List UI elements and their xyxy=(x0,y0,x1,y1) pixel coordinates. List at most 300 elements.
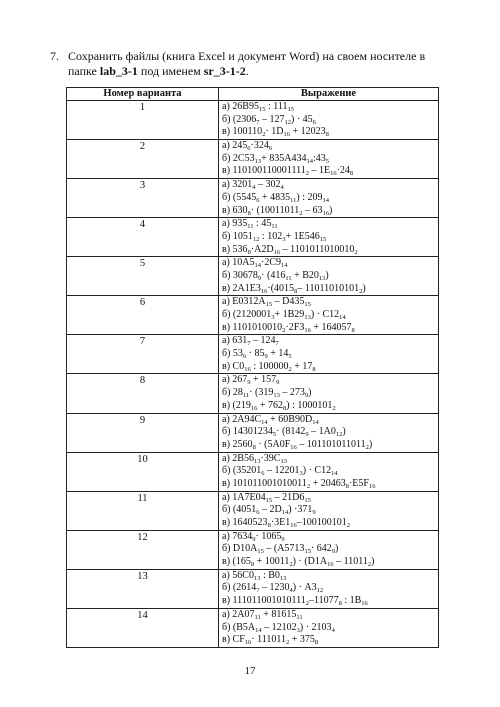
number-base-subscript: 8 xyxy=(252,443,256,451)
expression-text: ·E5F xyxy=(348,477,369,489)
number-base-subscript: 7 xyxy=(275,340,279,348)
expression-line xyxy=(222,582,438,595)
number-base-subscript: 3 xyxy=(282,235,286,243)
number-base-subscript: 11 xyxy=(254,613,261,621)
number-base-subscript: 16 xyxy=(244,365,251,373)
number-base-subscript: 15 xyxy=(258,106,266,113)
expression-text: в) 100110 xyxy=(222,126,263,138)
number-base-subscript: 11 xyxy=(247,223,254,231)
number-base-subscript: 16 xyxy=(250,404,258,412)
number-base-subscript: 8 xyxy=(247,209,251,217)
expression-text: а) 631 xyxy=(222,335,248,347)
number-base-subscript: 16 xyxy=(368,482,376,490)
expression-text: – 302 xyxy=(255,179,281,191)
number-base-subscript: 14 xyxy=(254,262,261,270)
table-row xyxy=(67,140,439,179)
expression-text: · 111011 xyxy=(251,634,287,646)
number-base-subscript: 3 xyxy=(296,626,300,634)
expression-text: ·2C9 xyxy=(261,257,281,269)
expression-cell xyxy=(219,569,439,608)
table-row xyxy=(67,296,439,335)
task-number: 7. xyxy=(50,49,59,63)
number-base-subscript: 14 xyxy=(306,157,313,165)
number-base-subscript: 9 xyxy=(247,379,251,387)
table-row xyxy=(67,491,439,530)
number-base-subscript: 16 xyxy=(327,561,334,569)
number-base-subscript: 15 xyxy=(287,106,294,113)
expression-text: ) xyxy=(342,426,346,438)
expression-line xyxy=(222,543,438,556)
table-row xyxy=(67,218,439,257)
expression-line xyxy=(222,218,438,231)
expression-text: – 1230 xyxy=(259,582,290,594)
number-base-subscript: 14 xyxy=(339,314,346,321)
number-base-subscript: 15 xyxy=(257,548,264,556)
variant-number-cell: 5 xyxy=(67,257,219,296)
number-base-subscript: 9 xyxy=(305,431,309,439)
expression-text: – 21D6 xyxy=(272,491,305,503)
number-base-subscript: 2 xyxy=(288,365,292,373)
number-base-subscript: 8 xyxy=(247,248,251,256)
number-base-subscript: 13 xyxy=(280,457,287,465)
expression-line xyxy=(222,179,438,192)
expression-text: а) 3201 xyxy=(222,179,253,191)
expression-line xyxy=(222,387,438,400)
number-base-subscript: 5 xyxy=(272,431,277,439)
variant-number-cell: 6 xyxy=(67,296,219,335)
expression-text: ) : 209 xyxy=(296,191,323,203)
expression-text: + 1E546 xyxy=(285,230,320,242)
expression-line xyxy=(222,257,438,270)
expression-line xyxy=(222,634,438,647)
table-row xyxy=(67,530,439,569)
expression-line xyxy=(222,101,438,114)
expression-text: а) 267 xyxy=(222,374,248,386)
expression-text: б) 2C53 xyxy=(222,152,255,164)
expression-text: ) · (D1A xyxy=(292,556,328,568)
expression-line xyxy=(222,244,438,257)
expression-line xyxy=(222,296,438,309)
expression-line xyxy=(222,400,438,413)
number-base-subscript: 16 xyxy=(322,209,329,217)
expression-text: :43 xyxy=(312,152,326,164)
expression-line xyxy=(222,426,438,439)
number-base-subscript: 6 xyxy=(312,118,316,126)
expression-text: : 100000 xyxy=(250,360,289,372)
expression-cell xyxy=(219,140,439,179)
expression-text: б) (4051 xyxy=(222,504,257,516)
variant-number-cell: 9 xyxy=(67,413,219,452)
number-base-subscript: 2 xyxy=(346,522,351,529)
table-row xyxy=(67,374,439,413)
expression-line xyxy=(222,556,438,569)
expression-line xyxy=(222,231,438,244)
expression-line xyxy=(222,165,438,178)
number-base-subscript: 8 xyxy=(338,600,342,608)
number-base-subscript: 3 xyxy=(271,314,275,321)
expression-text: а) 245 xyxy=(222,140,248,152)
expression-text: б) (2306 xyxy=(222,113,257,125)
number-base-subscript: 2 xyxy=(282,326,286,334)
expression-text: –100100101 xyxy=(296,517,347,528)
expression-text: · 1065 xyxy=(255,530,282,542)
number-base-subscript: 12 xyxy=(284,118,291,126)
expression-line xyxy=(222,531,438,544)
expression-line xyxy=(222,622,438,635)
variants-table xyxy=(66,87,439,648)
table-row xyxy=(67,413,439,452)
expression-text: ) · 45 xyxy=(291,113,313,125)
expression-text: б) 53 xyxy=(222,348,243,360)
number-base-subscript: 16 xyxy=(244,639,252,647)
expression-line xyxy=(222,570,438,583)
expression-text: в) CF xyxy=(222,634,245,646)
expression-text: а) 2A94C xyxy=(222,413,262,425)
number-base-subscript: 16 xyxy=(290,522,297,529)
expression-text: а) 26B95 xyxy=(222,101,259,112)
expression-text: : B0 xyxy=(260,569,280,581)
file-name: sr_3-1-2 xyxy=(203,64,246,78)
number-base-subscript: 13 xyxy=(253,457,261,465)
expression-text: а) 56C0 xyxy=(222,569,254,581)
expression-text: в) 2560 xyxy=(222,438,253,450)
expression-text: · 1D xyxy=(265,126,284,138)
number-base-subscript: 16 xyxy=(304,326,311,334)
expression-line xyxy=(222,114,438,127)
number-base-subscript: 2 xyxy=(299,209,303,217)
expression-text: ) xyxy=(368,438,373,450)
expression-cell xyxy=(219,335,439,374)
expression-text: ·A2D xyxy=(250,243,274,255)
expression-line xyxy=(222,192,438,205)
expression-text: ) xyxy=(308,387,312,399)
expression-text: – 273 xyxy=(279,387,305,399)
expression-line xyxy=(222,140,438,153)
expression-text: б) 30678 xyxy=(222,269,258,281)
expression-text: а) 1A7E04 xyxy=(222,491,266,503)
expression-cell xyxy=(219,452,439,491)
number-base-subscript: 2 xyxy=(289,561,293,569)
expression-text: в) 2A1E3 xyxy=(222,282,261,294)
number-base-subscript: 4 xyxy=(289,587,293,595)
number-base-subscript: 9 xyxy=(252,535,256,543)
expression-text: – 1101011010010 xyxy=(280,243,355,255)
expression-text: ·39C xyxy=(260,452,281,464)
number-base-subscript: 9 xyxy=(304,392,309,400)
number-base-subscript: 15 xyxy=(304,496,311,504)
expression-text: – 12201 xyxy=(264,465,300,477)
expression-text: ) · A3 xyxy=(292,582,317,594)
number-base-subscript: 11 xyxy=(296,613,303,621)
expression-text: + 17 xyxy=(291,360,313,372)
number-base-subscript: 7 xyxy=(247,340,251,348)
number-base-subscript: 8 xyxy=(351,326,355,334)
number-base-subscript: 2 xyxy=(305,600,309,608)
number-base-subscript: 9 xyxy=(312,509,316,517)
number-base-subscript: 8 xyxy=(294,287,298,295)
expression-line xyxy=(222,465,438,478)
variant-number-cell: 1 xyxy=(67,101,219,140)
expression-text: в) 1640523 xyxy=(222,517,268,528)
task-text xyxy=(68,49,450,79)
number-base-subscript: 2 xyxy=(286,639,290,647)
expression-text: ·24 xyxy=(336,165,350,177)
expression-text: б) 28 xyxy=(222,387,243,399)
number-base-subscript: 2 xyxy=(367,561,372,569)
number-base-subscript: 9 xyxy=(331,548,336,556)
expression-line xyxy=(222,309,438,322)
expression-text: а) 7634 xyxy=(222,530,253,542)
number-base-subscript: 12 xyxy=(252,235,260,243)
expression-cell xyxy=(219,257,439,296)
number-base-subscript: 2 xyxy=(262,131,266,139)
expression-text: б) (2614 xyxy=(222,582,257,594)
expression-cell xyxy=(219,296,439,335)
number-base-subscript: 8 xyxy=(267,522,271,529)
expression-line xyxy=(222,322,438,335)
expression-cell xyxy=(219,374,439,413)
number-base-subscript: 5 xyxy=(288,353,292,361)
expression-text: – D435 xyxy=(272,296,305,308)
table-body xyxy=(67,101,439,648)
number-base-subscript: 6 xyxy=(247,145,251,153)
expression-line xyxy=(222,348,438,361)
number-base-subscript: 14 xyxy=(255,626,262,634)
expression-text: ) · C12 xyxy=(302,465,332,477)
expression-line xyxy=(222,595,438,608)
expression-text: – 2D xyxy=(259,504,282,516)
expression-text: · 85 xyxy=(246,348,265,360)
expression-text: + 20463 xyxy=(310,477,346,489)
expression-text: б) (B5A xyxy=(222,621,256,633)
number-base-subscript: 15 xyxy=(304,548,311,556)
number-base-subscript: 4 xyxy=(331,626,335,634)
number-base-subscript: 15 xyxy=(265,496,273,504)
number-base-subscript: 15 xyxy=(304,301,311,309)
number-base-subscript: 16 xyxy=(283,131,290,139)
expression-text: в) 101011001010011 xyxy=(222,477,307,489)
number-base-subscript: 8 xyxy=(345,482,349,490)
number-base-subscript: 2 xyxy=(305,170,309,178)
variant-number-cell: 7 xyxy=(67,335,219,374)
number-base-subscript: 6 xyxy=(242,353,247,361)
expression-text: в) C0 xyxy=(222,360,245,372)
expression-text: ) xyxy=(335,543,339,555)
folder-name: lab_3-1 xyxy=(99,64,138,78)
expression-text: а) 2A07 xyxy=(222,608,255,620)
expression-text: + 157 xyxy=(250,374,277,386)
expression-text: а) 2B56 xyxy=(222,452,254,464)
variant-number-cell: 11 xyxy=(67,491,219,530)
task-text-part2: под именем xyxy=(137,64,204,78)
expression-text: – (A5713 xyxy=(263,543,305,555)
number-base-subscript: 8 xyxy=(325,131,329,139)
expression-line xyxy=(222,283,438,296)
expression-text: ) · 2103 xyxy=(299,621,332,633)
expression-text: – 1E xyxy=(308,165,331,177)
expression-text: в) 110100110001111 xyxy=(222,165,306,177)
expression-text: б) (2120001 xyxy=(222,309,272,320)
expression-line xyxy=(222,609,438,622)
expression-line xyxy=(222,374,438,387)
variant-number-cell: 8 xyxy=(67,374,219,413)
number-base-subscript: 9 xyxy=(257,274,262,282)
number-base-subscript: 15 xyxy=(265,301,273,309)
variant-number-cell: 3 xyxy=(67,179,219,218)
expression-text: б) 14301234 xyxy=(222,426,273,438)
number-base-subscript: 16 xyxy=(290,443,297,451)
number-base-subscript: 2 xyxy=(359,287,363,295)
expression-text: б) 1051 xyxy=(222,230,253,242)
number-base-subscript: 2 xyxy=(354,248,358,256)
expression-text: – 11011010101 xyxy=(297,282,360,294)
expression-line xyxy=(222,453,438,466)
expression-text: + 164057 xyxy=(310,321,352,333)
number-base-subscript: 11 xyxy=(285,274,292,282)
expression-text: : 45 xyxy=(253,218,272,230)
variant-number-cell: 12 xyxy=(67,530,219,569)
expression-text: – 12102 xyxy=(261,621,297,633)
number-base-subscript: 16 xyxy=(361,600,368,608)
number-base-subscript: 8 xyxy=(349,170,354,178)
expression-text: ) ·371 xyxy=(288,504,313,516)
expression-text: · (319 xyxy=(249,387,274,399)
number-base-subscript: 13 xyxy=(304,314,311,321)
number-base-subscript: 9 xyxy=(264,353,268,361)
number-base-subscript: 13 xyxy=(273,392,280,400)
expression-line xyxy=(222,126,438,139)
variant-number-cell: 10 xyxy=(67,452,219,491)
number-base-subscript: 6 xyxy=(256,509,260,517)
page-number: 17 xyxy=(244,665,256,677)
expression-text: ·2F3 xyxy=(285,321,305,333)
number-base-subscript: 14 xyxy=(281,509,289,517)
header-expression: Выражение xyxy=(219,88,439,101)
number-base-subscript: 7 xyxy=(256,118,260,126)
expression-text: · (10011011 xyxy=(250,204,300,216)
task-text-end: . xyxy=(245,64,249,78)
number-base-subscript: 6 xyxy=(268,145,273,153)
table-row xyxy=(67,179,439,218)
expression-line xyxy=(222,270,438,283)
expression-text: – 11011 xyxy=(333,556,368,568)
expression-text: –11077 xyxy=(308,595,339,607)
number-base-subscript: 2 xyxy=(365,443,369,451)
expression-text: – 63 xyxy=(302,204,323,216)
expression-line xyxy=(222,504,438,517)
expression-text: + 10011 xyxy=(254,556,290,568)
table-row xyxy=(67,452,439,491)
expression-text: + 14 xyxy=(267,348,289,360)
number-base-subscript: 4 xyxy=(252,184,256,192)
expression-text: · (416 xyxy=(261,269,286,281)
expression-cell xyxy=(219,413,439,452)
expression-text: – 127 xyxy=(259,113,285,125)
expression-text: а) 10A5 xyxy=(222,257,255,269)
expression-text: б) (5545 xyxy=(222,191,257,203)
number-base-subscript: 6 xyxy=(261,470,265,478)
number-base-subscript: 11 xyxy=(290,196,297,204)
number-base-subscript: 16 xyxy=(330,170,337,178)
expression-text: – 101101011011 xyxy=(296,438,366,450)
number-base-subscript: 14 xyxy=(281,262,288,270)
number-base-subscript: 14 xyxy=(322,196,330,204)
expression-text: б) D10A xyxy=(222,543,258,555)
task-text-part1: Сохранить файлы (книга Excel и документ Word) на своем носителе в папке xyxy=(68,49,426,78)
variant-number-cell: 4 xyxy=(67,218,219,257)
expression-text: + 81615 xyxy=(260,608,297,620)
expression-text: : 102 xyxy=(259,230,283,242)
number-base-subscript: 13 xyxy=(279,574,287,582)
expression-line xyxy=(222,478,438,491)
table-header-row xyxy=(67,88,439,101)
number-base-subscript: 15 xyxy=(319,235,327,243)
expression-text: ) xyxy=(328,204,333,216)
expression-text: в) 536 xyxy=(222,243,248,255)
expression-text: + 60B90D xyxy=(267,413,313,425)
variant-number-cell: 14 xyxy=(67,608,219,647)
number-base-subscript: 16 xyxy=(273,248,281,256)
table-row xyxy=(67,608,439,647)
expression-line xyxy=(222,414,438,427)
expression-cell xyxy=(219,608,439,647)
number-base-subscript: 8 xyxy=(312,365,316,373)
expression-text: в) 1101010010 xyxy=(222,321,283,333)
expression-line xyxy=(222,439,438,452)
expression-cell xyxy=(219,530,439,569)
expression-text: – 124 xyxy=(250,335,276,347)
expression-text: б) (35201 xyxy=(222,465,262,477)
expression-text: · (8142 xyxy=(276,426,306,438)
expression-line xyxy=(222,492,438,505)
number-base-subscript: 16 xyxy=(260,287,268,295)
number-base-subscript: 5 xyxy=(325,157,329,165)
expression-cell xyxy=(219,491,439,530)
table-row xyxy=(67,569,439,608)
table-row xyxy=(67,257,439,296)
number-base-subscript: 12 xyxy=(316,587,324,595)
expression-text: + 4835 xyxy=(259,191,291,203)
expression-text: ) xyxy=(371,556,375,568)
expression-text: ·324 xyxy=(250,140,269,152)
table-row xyxy=(67,335,439,374)
number-base-subscript: 13 xyxy=(318,274,326,282)
expression-text: + 375 xyxy=(289,634,315,646)
number-base-subscript: 14 xyxy=(312,418,319,426)
expression-line xyxy=(222,517,438,530)
number-base-subscript: 12 xyxy=(335,431,343,439)
number-base-subscript: 8 xyxy=(283,404,287,412)
number-base-subscript: 13 xyxy=(254,157,262,165)
expression-cell xyxy=(219,218,439,257)
expression-text: ) xyxy=(362,282,366,294)
expression-text: в) 630 xyxy=(222,204,248,216)
variant-number-cell: 2 xyxy=(67,140,219,179)
variant-number-cell: 13 xyxy=(67,569,219,608)
expression-text: + B20 xyxy=(291,269,319,281)
expression-text: · 642 xyxy=(310,543,332,555)
expression-text: – 1A0 xyxy=(308,426,336,438)
expression-line xyxy=(222,335,438,348)
expression-text: в) (219 xyxy=(222,399,251,411)
number-base-subscript: 7 xyxy=(256,587,260,595)
number-base-subscript: 9 xyxy=(281,535,285,543)
expression-text: + 762 xyxy=(257,399,284,411)
number-base-subscript: 14 xyxy=(331,470,338,478)
number-base-subscript: 11 xyxy=(271,223,278,231)
expression-text: а) E0312A xyxy=(222,296,266,308)
number-base-subscript: 4 xyxy=(280,184,284,192)
